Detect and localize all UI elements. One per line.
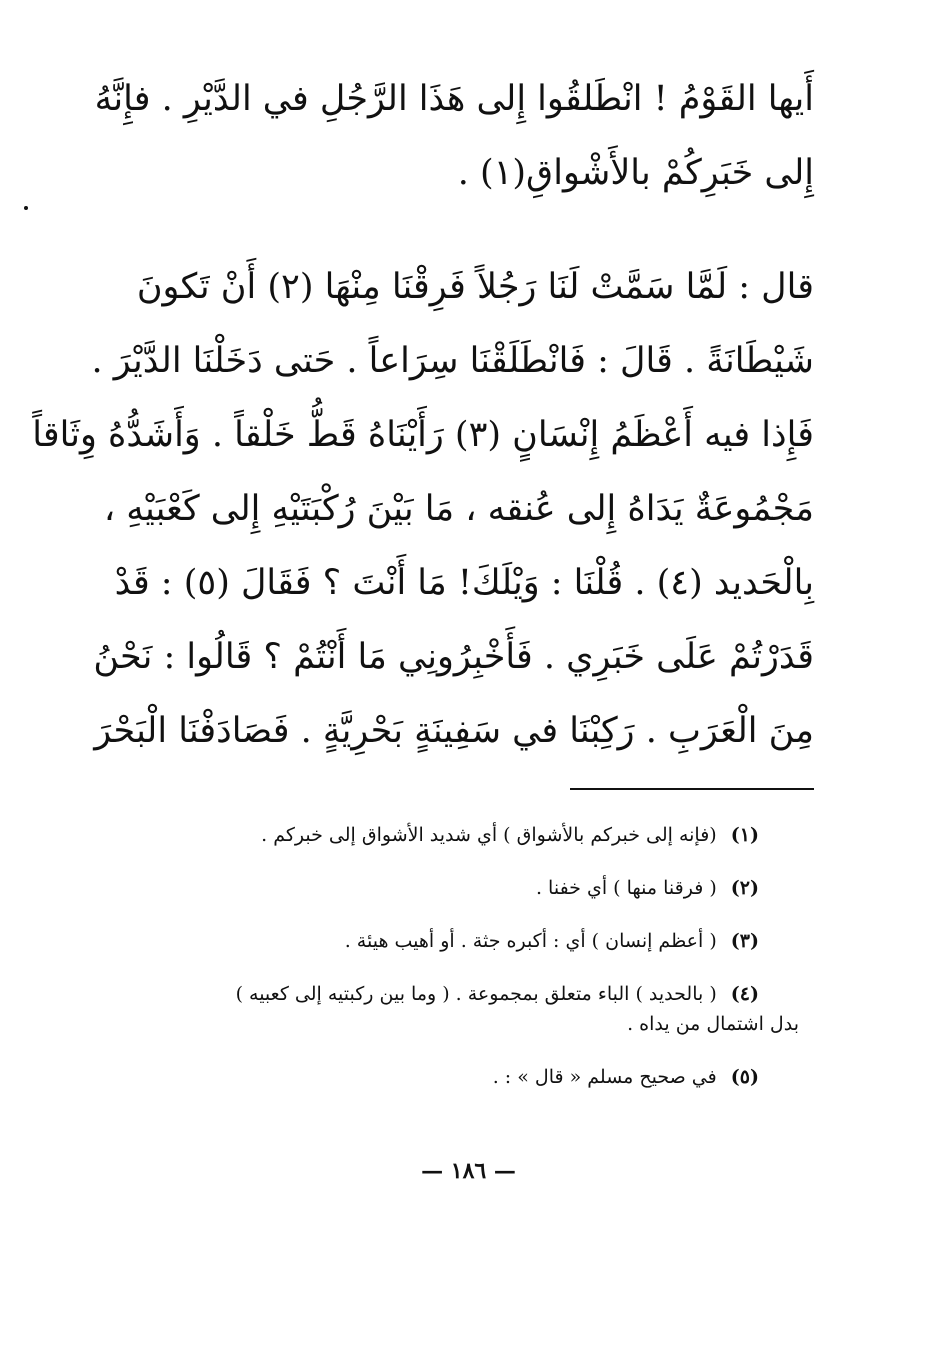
text-line: شَيْطَانَةً . قَالَ : فَانْطَلَقْنَا سِرَاعاً . حَتى دَخَلْنَا الدَّيْرَ . — [91, 341, 814, 381]
text-line: قال : لَمَّا سَمَّتْ لَنَا رَجُلاً فَرِقْنَا مِنْهَا (٢) أَنْ تَكونَ — [136, 267, 814, 307]
footnote-4 — [150, 979, 814, 1039]
footnote-5 — [150, 1062, 814, 1092]
text-line: إِلى خَبَرِكُمْ بالأَشْواقِ(١) . — [457, 153, 814, 193]
footnote-text-continuation: بدل اشتمال من يداه . — [627, 1013, 799, 1035]
footnote-text: في صحيح مسلم « قال » : . — [492, 1066, 717, 1088]
footnote-text: ( بالحديد ) الباء متعلق بمجموعة . ( وما بين ركبتيه إلى كعبيه ) — [235, 983, 717, 1005]
footnote-number: (٤) — [730, 983, 759, 1005]
footnote-text: ( أعظم إنسان ) أي : أكبره جثة . أو أهيب هيئة . — [344, 930, 717, 952]
footnote-text: ( فرقنا منها ) أي خفنا . — [535, 877, 717, 899]
footnote-3 — [150, 926, 814, 956]
footnote-number: (١) — [730, 824, 759, 846]
text-line: مَجْمُوعَةٌ يَدَاهُ إِلى عُنقه ، مَا بَيْنَ رُكْبَتَيْهِ إِلى كَعْبَيْهِ ، — [103, 489, 814, 529]
footnote-number: (٣) — [730, 930, 759, 952]
stray-ink-dot — [24, 206, 28, 210]
text-line: فَإِذا فيه أَعْظَمُ إِنْسَانٍ (٣) رَأَيْنَاهُ قَطُّ خَلْقاً . وَأَشَدُّهُ وِثَاقاً — [32, 415, 814, 455]
footnote-number: (٥) — [730, 1066, 759, 1088]
page-number: — ١٨٦ — — [421, 1158, 516, 1184]
footnote-text: (فإنه إلى خبركم بالأشواق ) أي شديد الأشواق إلى خبركم . — [261, 824, 717, 846]
footnote-1 — [150, 820, 814, 850]
text-line: أَيها القَوْمُ ! انْطَلقُوا إِلى هَذَا الرَّجُلِ في الدَّيْرِ . فإِنَّهُ — [94, 79, 814, 119]
text-line: مِنَ الْعَرَبِ . رَكِبْنَا في سَفِينَةٍ بَحْرِيَّةٍ . فَصَادَفْنَا الْبَحْرَ — [94, 711, 814, 751]
footnote-separator-rule — [570, 788, 814, 790]
main-paragraph-1 — [94, 62, 814, 210]
main-paragraph-2 — [32, 250, 814, 768]
footnote-2 — [150, 873, 814, 903]
footnotes — [150, 820, 814, 1115]
footnote-number: (٢) — [730, 877, 759, 899]
text-line: بِالْحَديد (٤) . قُلْنَا : وَيْلَكَ! مَا أَنْتَ ؟ فَقَالَ (٥) : قَدْ — [114, 563, 814, 603]
text-line: قَدَرْتُمْ عَلَى خَبَرِي . فَأَخْبِرُونِي مَا أَنْتُمْ ؟ قَالُوا : نَحْنُ — [93, 637, 814, 677]
